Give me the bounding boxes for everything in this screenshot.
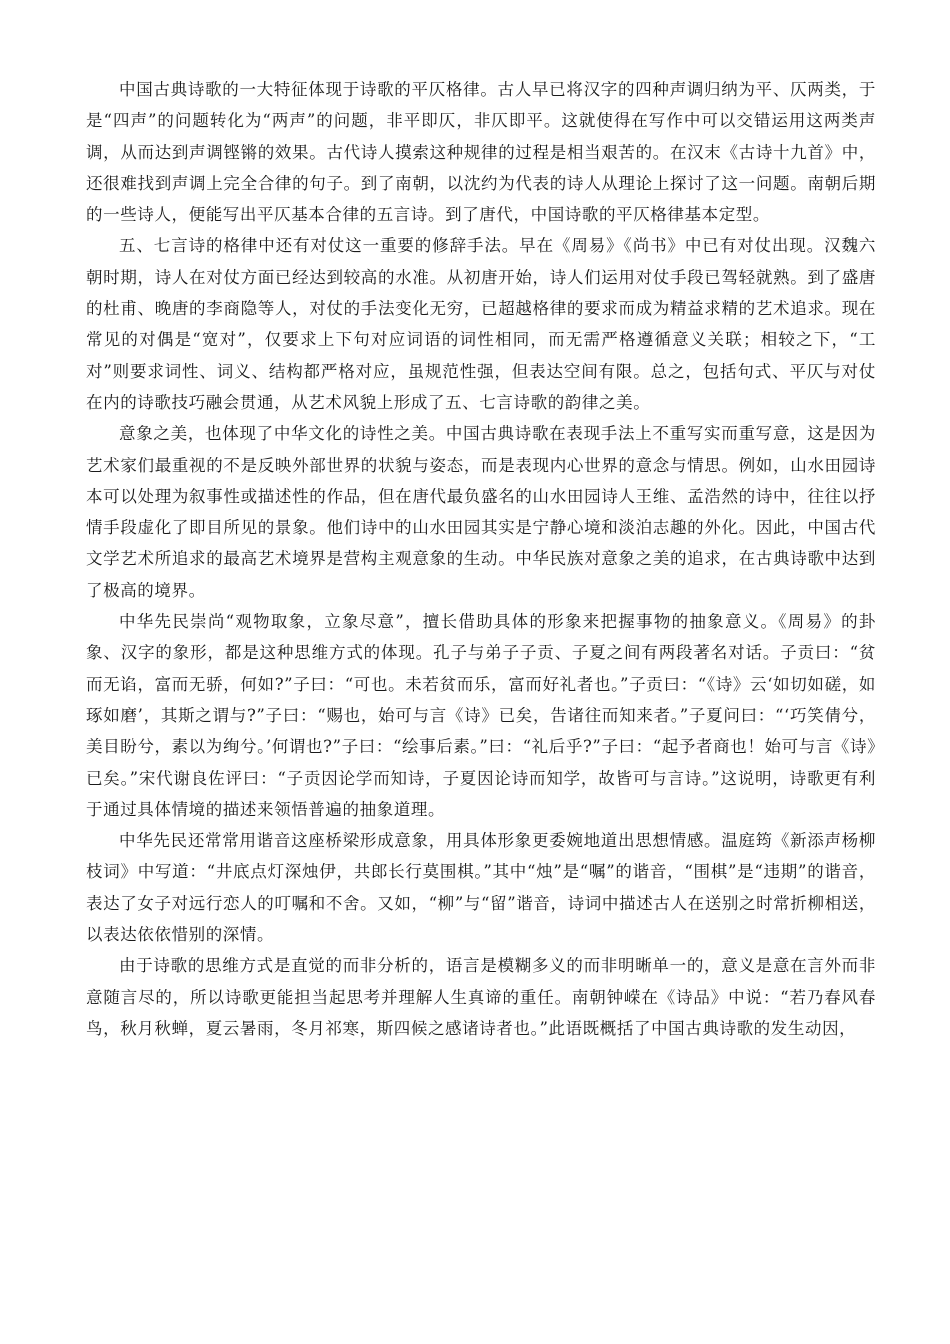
document-page [86, 74, 876, 1044]
paragraph-imagery-beauty: 意象之美，也体现了中华文化的诗性之美。中国古典诗歌在表现手法上不重写实而重写意，这是因为艺术家们最重视的不是反映外部世界的状貌与姿态，而是表现内心世界的意念与情思。例如，山水田园诗本可以处理为叙事性或描述性的作品，但在唐代最负盛名的山水田园诗人王维、孟浩然的诗中，往往以抒情手段虚化了即目所见的景象。他们诗中的山水田园其实是宁静心境和淡泊志趣的外化。因此，中国古代文学艺术所追求的最高艺术境界是营构主观意象的生动。中华民族对意象之美的追求，在古典诗歌中达到了极高的境界。 [86, 424, 876, 600]
paragraph-tonal-pattern: 中国古典诗歌的一大特征体现于诗歌的平仄格律。古人早已将汉字的四种声调归纳为平、仄两类，于是“四声”的问题转化为“两声”的问题，非平即仄，非仄即平。这就使得在写作中可以交错运用这两类声调，从而达到声调铿锵的效果。古代诗人摸索这种规律的过程是相当艰苦的。在汉末《古诗十九首》中，还很难找到声调上完全合律的句子。到了南朝，以沈约为代表的诗人从理论上探讨了这一问题。南朝后期的一些诗人，便能写出平仄基本合律的五言诗。到了唐代，中国诗歌的平仄格律基本定型。 [86, 80, 876, 225]
paragraph-image-meaning: 中华先民崇尚“观物取象，立象尽意”，擅长借助具体的形象来把握事物的抽象意义。《周易》的卦象、汉字的象形，都是这种思维方式的体现。孔子与弟子子贡、子夏之间有两段著名对话。子贡曰：“贫而无谄，富而无骄，何如?”子曰：“可也。未若贫而乐，富而好礼者也。”子贡曰：“《诗》云‘如切如磋，如琢如磨’，其斯之谓与?”子曰：“赐也，始可与言《诗》已矣，告诸往而知来者。”子夏问曰：“‘巧笑倩兮，美目盼兮，素以为绚兮。’何谓也?”子曰：“绘事后素。”曰：“礼后乎?”子曰：“起予者商也！始可与言《诗》已矣。”宋代谢良佐评曰：“子贡因论学而知诗，子夏因论诗而知学，故皆可与言诗。”这说明，诗歌更有利于通过具体情境的描述来领悟普遍的抽象道理。 [86, 612, 876, 819]
paragraph-homophones: 中华先民还常常用谐音这座桥梁形成意象，用具体形象更委婉地道出思想情感。温庭筠《新添声杨柳枝词》中写道：“井底点灯深烛伊，共郎长行莫围棋。”其中“烛”是“嘱”的谐音，“围棋”是“违期”的谐音，表达了女子对远行恋人的叮嘱和不舍。又如，“柳”与“留”谐音，诗词中描述古人在送别之时常折柳相送，以表达依依惜别的深情。 [86, 831, 876, 945]
paragraph-antithesis: 五、七言诗的格律中还有对仗这一重要的修辞手法。早在《周易》《尚书》中已有对仗出现。汉魏六朝时期，诗人在对仗方面已经达到较高的水准。从初唐开始，诗人们运用对仗手段已驾轻就熟。到了盛唐的杜甫、晚唐的李商隐等人，对仗的手法变化无穷，已超越格律的要求而成为精益求精的艺术追求。现在常见的对偶是“宽对”，仅要求上下句对应词语的词性相同，而无需严格遵循意义关联；相较之下，“工对”则要求词性、词义、结构都严格对应，虽规范性强，但表达空间有限。总之，包括句式、平仄与对仗在内的诗歌技巧融会贯通，从艺术风貌上形成了五、七言诗歌的韵律之美。 [86, 236, 876, 412]
paragraph-intuitive-thinking: 由于诗歌的思维方式是直觉的而非分析的，语言是模糊多义的而非明晰单一的，意义是意在言外而非意随言尽的，所以诗歌更能担当起思考并理解人生真谛的重任。南朝钟嵘在《诗品》中说：“若乃春风春鸟，秋月秋蝉，夏云暑雨，冬月祁寒，斯四候之感诸诗者也。”此语既概括了中国古典诗歌的发生动因， [86, 956, 876, 1038]
